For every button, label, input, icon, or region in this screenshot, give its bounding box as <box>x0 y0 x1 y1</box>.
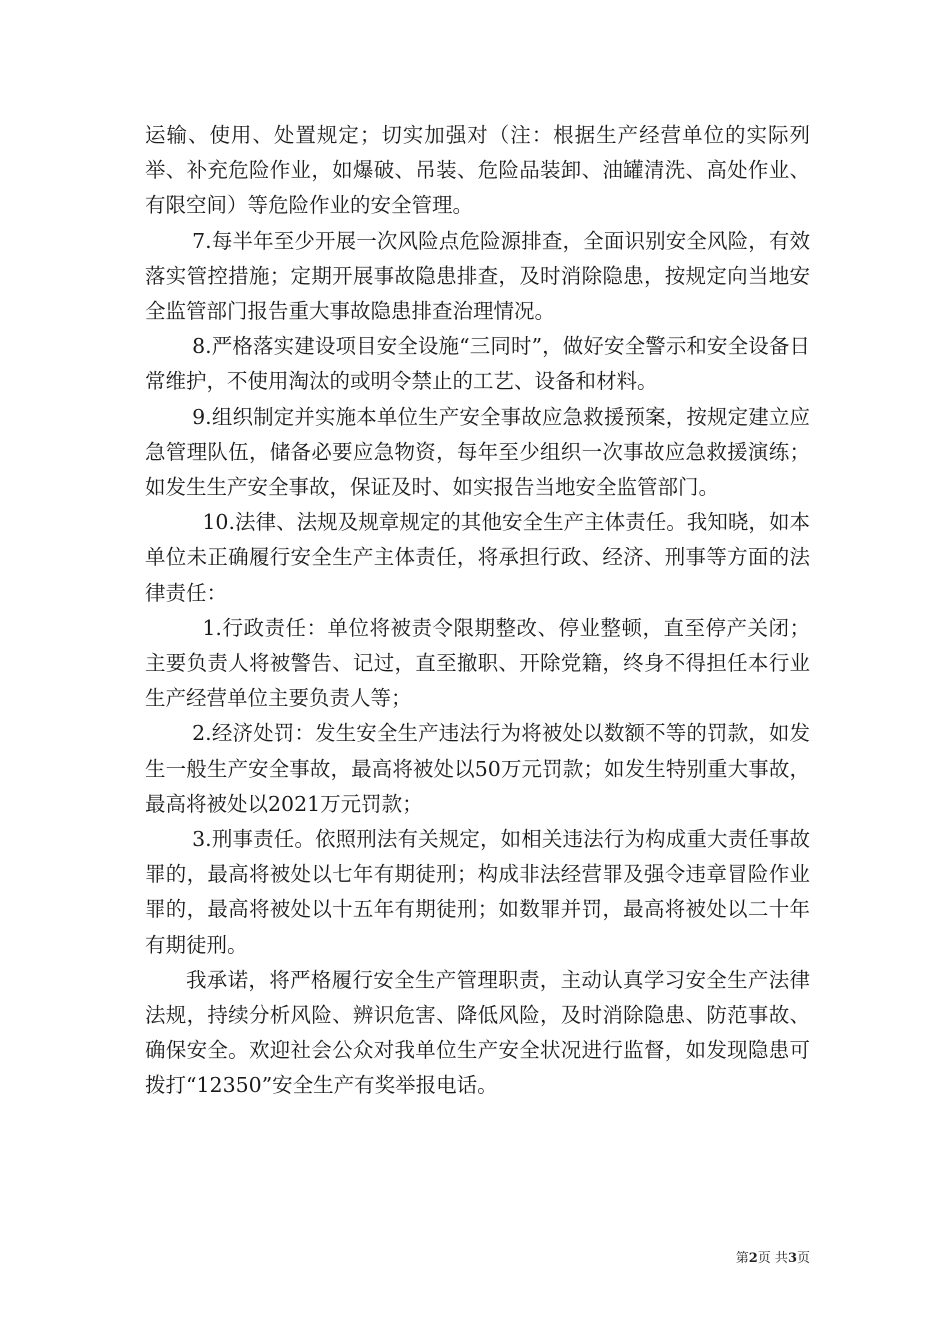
paragraph-3: 8.严格落实建设项目安全设施“三同时”，做好安全警示和安全设备日常维护，不使用淘汰的或明令禁止的工艺、设备和材料。 <box>145 334 810 394</box>
footer-total-pages: 3 <box>787 1251 797 1266</box>
footer-prefix: 第 <box>735 1251 749 1266</box>
paragraph-6: 1.行政责任：单位将被责令限期整改、停业整顿，直至停产关闭；主要负责人将被警告、记过，直至撤职、开除党籍，终身不得担任本行业生产经营单位主要负责人等； <box>145 615 810 711</box>
footer-suffix: 页 <box>796 1251 810 1266</box>
page-number-footer <box>736 1247 810 1266</box>
paragraph-5: 10.法律、法规及规章规定的其他安全生产主体责任。我知晓，如本单位未正确履行安全生产主体责任，将承担行政、经济、刑事等方面的法律责任： <box>145 510 810 605</box>
paragraph-2: 7.每半年至少开展一次风险点危险源排查，全面识别安全风险，有效落实管控措施；定期开展事故隐患排查，及时消除隐患，按规定向当地安全监管部门报告重大事故隐患排查治理情况。 <box>145 228 810 324</box>
paragraph-1: 运输、使用、处置规定；切实加强对（注：根据生产经营单位的实际列举、补充危险作业，如爆破、吊装、危险品装卸、油罐清洗、高处作业、有限空间）等危险作业的安全管理。 <box>145 123 810 218</box>
document-body <box>145 118 810 1104</box>
paragraph-7: 2.经济处罚：发生安全生产违法行为将被处以数额不等的罚款，如发生一般生产安全事故，最高将被处以50万元罚款；如发生特别重大事故，最高将被处以2021万元罚款； <box>145 721 810 816</box>
footer-current-page: 2 <box>748 1251 758 1266</box>
footer-middle: 页 共 <box>757 1251 788 1266</box>
paragraph-4: 9.组织制定并实施本单位生产安全事故应急救援预案，按规定建立应急管理队伍，储备必要应急物资，每年至少组织一次事故应急救援演练；如发生生产安全事故，保证及时、如实报告当地安全监管部门。 <box>145 404 810 500</box>
paragraph-9: 我承诺，将严格履行安全生产管理职责，主动认真学习安全生产法律法规，持续分析风险、辨识危害、降低风险，及时消除隐患、防范事故、确保安全。欢迎社会公众对我单位生产安全状况进行监督，如发现隐患可拨打“12350”安全生产有奖举报电话。 <box>145 967 810 1098</box>
paragraph-8: 3.刑事责任。依照刑法有关规定，如相关违法行为构成重大责任事故罪的，最高将被处以七年有期徒刑；构成非法经营罪及强令违章冒险作业罪的，最高将被处以十五年有期徒刑；如数罪并罚，最高将被处以二十年有期徒刑。 <box>145 827 810 957</box>
